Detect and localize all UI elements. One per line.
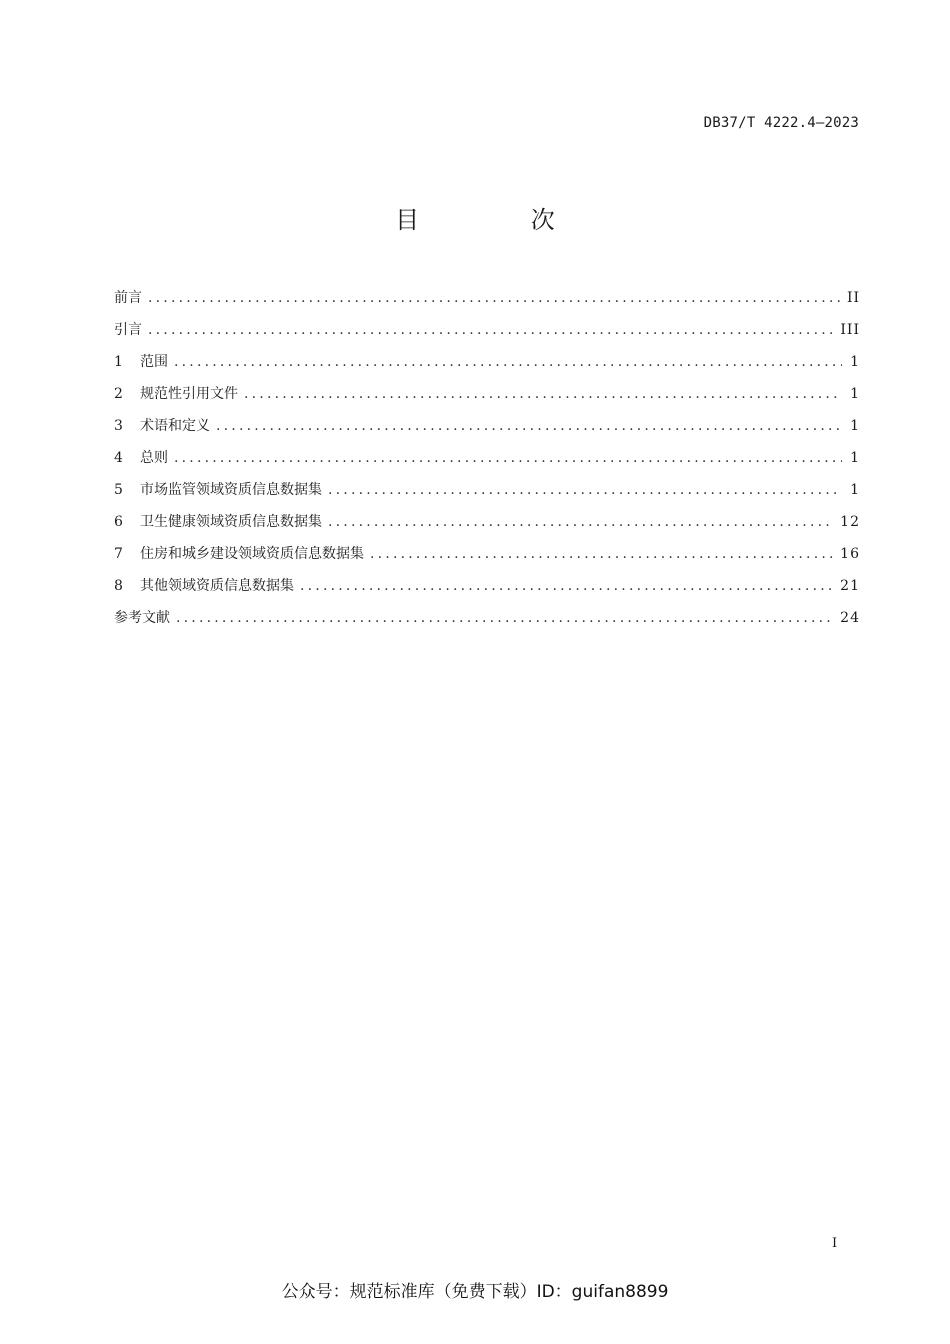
toc-entry-text: 规范性引用文件 [140, 386, 238, 402]
toc-entry-page: 12 [840, 514, 860, 530]
toc-entry-text: 前言 [114, 290, 142, 306]
toc-entry-number: 8 [114, 578, 123, 594]
toc-entry-introduction[interactable] [114, 318, 860, 350]
toc-entry-number: 4 [114, 450, 123, 466]
toc-leader-dots [244, 382, 842, 406]
toc-entry-number: 7 [114, 546, 123, 562]
toc-entry-number: 3 [114, 418, 123, 434]
toc-entry-health[interactable] [114, 510, 860, 542]
toc-entry-foreword[interactable] [114, 286, 860, 318]
toc-leader-dots [148, 318, 834, 342]
toc-entry-text: 引言 [114, 322, 142, 338]
toc-entry-number: 2 [114, 386, 123, 402]
toc-entry-page: 1 [850, 450, 860, 466]
toc-entry-text: 范围 [140, 354, 168, 370]
toc-entry-text: 其他领域资质信息数据集 [140, 578, 294, 594]
toc-leader-dots [174, 350, 842, 374]
toc-entry-number: 5 [114, 482, 123, 498]
toc-entry-other-fields[interactable] [114, 574, 860, 606]
toc-entry-page: III [840, 322, 860, 338]
toc-entry-page: 24 [840, 610, 860, 626]
toc-entry-page: 16 [840, 546, 860, 562]
toc-entry-text: 总则 [140, 450, 168, 466]
toc-leader-dots [328, 510, 834, 534]
toc-entry-housing-construction[interactable] [114, 542, 860, 574]
toc-entry-scope[interactable] [114, 350, 860, 382]
toc-entry-page: 1 [850, 354, 860, 370]
toc-entry-text: 市场监管领域资质信息数据集 [140, 482, 322, 498]
toc-entry-bibliography[interactable] [114, 606, 860, 638]
page-number: I [832, 1236, 838, 1251]
table-of-contents [114, 286, 860, 638]
page-title: 目 次 [395, 206, 607, 234]
toc-entry-text: 参考文献 [114, 610, 170, 626]
toc-entry-number: 6 [114, 514, 123, 530]
toc-entry-number: 1 [114, 354, 123, 370]
toc-entry-terms-definitions[interactable] [114, 414, 860, 446]
toc-entry-text: 住房和城乡建设领域资质信息数据集 [140, 546, 364, 562]
toc-entry-text: 卫生健康领域资质信息数据集 [140, 514, 322, 530]
toc-leader-dots [300, 574, 834, 598]
toc-entry-page: 1 [850, 418, 860, 434]
toc-entry-normative-references[interactable] [114, 382, 860, 414]
footer-watermark: 公众号：规范标准库（免费下载）ID：guifan8899 [281, 1282, 669, 1302]
toc-leader-dots [216, 414, 842, 438]
toc-leader-dots [176, 606, 834, 630]
toc-entry-page: II [846, 290, 860, 306]
toc-leader-dots [370, 542, 834, 566]
toc-entry-market-regulation[interactable] [114, 478, 860, 510]
toc-entry-general[interactable] [114, 446, 860, 478]
standard-code: DB37/T 4222.4—2023 [703, 115, 859, 131]
toc-leader-dots [328, 478, 842, 502]
toc-entry-page: 21 [840, 578, 860, 594]
toc-leader-dots [174, 446, 842, 470]
toc-leader-dots [148, 286, 841, 310]
toc-entry-page: 1 [850, 386, 860, 402]
toc-entry-page: 1 [850, 482, 860, 498]
toc-entry-text: 术语和定义 [140, 418, 210, 434]
